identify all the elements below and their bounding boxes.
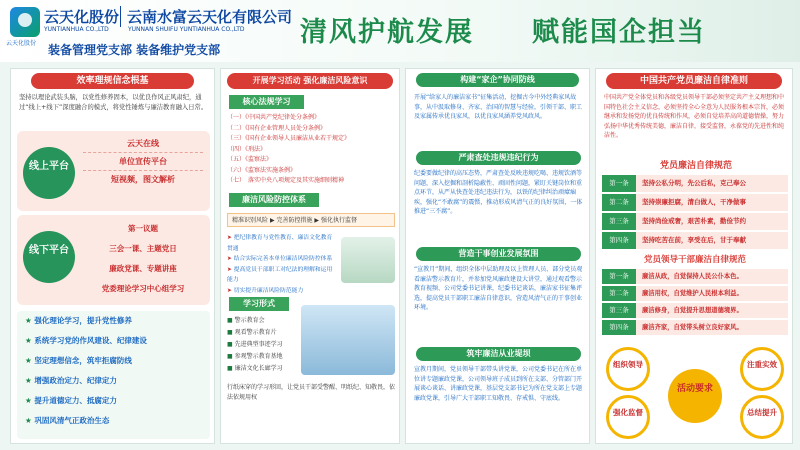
- branch-name: 装备管理党支部 装备维护党支部: [48, 43, 221, 57]
- norm-row: [602, 194, 788, 211]
- member-norms: [602, 175, 788, 249]
- subsidiary-name: 云南水富云天化有限公司: [120, 6, 292, 27]
- risk-point: ➤ 切实提升廉洁风险防范能力: [227, 287, 304, 294]
- bullet-item: ★ 增强政治定力、纪律定力: [25, 376, 117, 385]
- online-item: 单位宣传平台: [83, 153, 203, 171]
- law-item: （三）《国有企业领导人员廉洁从业若干规定》: [227, 135, 351, 142]
- petal-organize: 组织领导: [606, 347, 650, 391]
- leader-text: 廉洁从政，自觉保持人民公仆本色。: [636, 269, 788, 284]
- law-item: （一）《中国共产党纪律处分条例》: [227, 114, 321, 121]
- company-name-en: YUNTIANHUA CO.,LTD: [44, 26, 109, 33]
- offline-item: 廉政党课、专题讲座: [109, 264, 177, 273]
- laws-list: [227, 113, 395, 187]
- norm-tag: 第四条: [602, 232, 636, 249]
- flow-step: 精准识别风险: [232, 217, 269, 224]
- panel-learning: [220, 68, 400, 444]
- risk-system-title: 廉洁风险防控体系: [229, 193, 319, 207]
- leader-row: [602, 269, 788, 284]
- company-name: 云天化股份: [44, 8, 120, 26]
- panel-actions: [405, 68, 590, 444]
- form-item: ■ 先进典型事迹学习: [227, 341, 283, 348]
- page-title: 清风护航发展 赋能国企担当: [300, 17, 706, 48]
- panel-theory-title: 效率理规信念根基: [31, 73, 194, 89]
- bullet-item: ★ 巩固风清气正政治生态: [25, 416, 110, 425]
- leader-norms-title: 党员领导干部廉洁自律规范: [643, 255, 746, 265]
- law-item: （五）《监察法》: [227, 156, 273, 163]
- theory-intro: 坚持以理论武装头脑，以党性修养固本，以优良作风正风肃纪，通过“线上+线下”深度融合的模式，将党性锤炼与廉洁教育融入日常。: [19, 94, 208, 111]
- rules-intro: 中国共产党全体党员和各级党员领导干部必须坚定共产主义理想和中国特色社会主义信念，必须坚持全心全意为人民服务根本宗旨，必须继承和发扬党的优良传统和作风，必须自觉培养高尚道德情操，努力弘扬中华优秀传统美德，廉洁自律，接受监督，永葆党的先进性和纯洁性。: [604, 94, 785, 139]
- risk-flow: [227, 213, 395, 227]
- risk-point: ➤ 提高党员干部职工对纪法的理解和运用能力: [227, 266, 333, 283]
- panel-rules: [595, 68, 793, 444]
- form-item: ■ 警示教育会: [227, 317, 265, 324]
- family-defense-text: 开展“给家人的廉洁家书”征集活动，挖掘古今中外经典家风故事，从中汲取修身、齐家、治国的智慧与经验，引领干部、职工及家属传承优良家风，以优良家风涵养党风政风。: [414, 94, 583, 120]
- rules-title: 中国共产党员廉洁自律准则: [606, 73, 782, 89]
- offline-list: [79, 219, 207, 299]
- bullet-item: ★ 提升道德定力、抵腐定力: [25, 396, 117, 405]
- leader-tag: 第一条: [602, 269, 636, 284]
- leader-norms: [602, 269, 788, 335]
- arrow-right-icon: ▶: [269, 217, 277, 224]
- risk-point: ➤ 把纪律教育与党性教育、廉洁文化教育贯通: [227, 235, 333, 252]
- risk-point: ➤ 结合实际完善本单位廉洁风险防控体系: [227, 256, 333, 262]
- petal-summary: 总结提升: [740, 395, 784, 439]
- offline-platform-badge: 线下平台: [23, 231, 75, 283]
- bullet-item: ★ 坚定理想信念，筑牢拒腐防线: [25, 356, 132, 365]
- forms-list: [227, 315, 297, 375]
- dam-text: 宣教月期间，党员领导干部带头讲党课，公司党委书记在所在单位讲专题廉政党课，公司领导班子成员到所在支部、分管部门开展谈心谈话、讲廉政党课，基层党支部书记为所在党支部上专题廉政党课，引导广大干部职工知敬畏、存戒惧、守底线。: [414, 366, 583, 402]
- activity-center: 活动要求: [668, 369, 722, 423]
- norm-text: 坚持尚俭戒奢，艰苦朴素，勤俭节约: [636, 213, 788, 230]
- law-item: （四）《刑法》: [227, 145, 267, 153]
- punish-title: 严肃查处违规违纪行为: [416, 151, 581, 165]
- activity-requirements: [596, 343, 794, 443]
- flow-step: 强化执行监督: [320, 217, 357, 224]
- offline-item: 三会一课、主题党日: [109, 244, 177, 253]
- atmosphere-text: “宣教月”期间，组织全体中层助理及以上管理人员、部分党员观看廉洁警示教育片，并参加党风廉政建设大讲堂，通过观看警示教育视频、公司党委书记讲课，纪委书记谈话，廉洁家书征集评选，提高党员干部职工廉洁自律意识，营造风清气正的干事创业环境。: [414, 266, 583, 311]
- dam-title: 筑牢廉洁从业堤坝: [416, 347, 581, 361]
- bullet-item: ★ 强化理论学习，提升党性修养: [25, 316, 132, 325]
- norm-text: 坚持吃苦在前，享受在后，甘于奉献: [636, 232, 788, 249]
- bullet-item: ★ 系统学习党的作风建设、纪律建设: [25, 336, 147, 345]
- norm-tag: 第三条: [602, 213, 636, 230]
- leader-text: 廉洁用权，自觉维护人民根本利益。: [636, 286, 788, 301]
- law-item: （二）《国有企业管理人员处分条例》: [227, 124, 327, 132]
- norm-tag: 第一条: [602, 175, 636, 192]
- panel-learning-title: 开展学习活动 强化廉洁风险意识: [227, 73, 393, 89]
- online-item: 云天在线: [83, 135, 203, 153]
- petal-supervise: 强化监督: [606, 395, 650, 439]
- subsidiary-name-en: YUNNAN SHUIFU YUNTIANHUA CO.,LTD: [128, 26, 245, 33]
- leader-row: [602, 303, 788, 318]
- leader-tag: 第二条: [602, 286, 636, 301]
- atmosphere-title: 营造干事创业发展氛围: [416, 247, 581, 261]
- study-illustration: [301, 305, 395, 375]
- norm-text: 坚持崇廉拒腐，清白做人，干净做事: [636, 194, 788, 211]
- leader-row: [602, 320, 788, 335]
- risk-points: [227, 233, 337, 296]
- leader-tag: 第三条: [602, 303, 636, 318]
- online-item: 短视频，图文解析: [111, 175, 175, 184]
- law-item: （七） 落实中央八项规定及其实施细则精神: [227, 177, 345, 184]
- leader-row: [602, 286, 788, 301]
- family-defense-title: 构建“家企”协同防线: [416, 73, 579, 87]
- punish-text: 纪委要做纪律的高压态势，严肃查处反映违规吃喝、违规饮酒等问题，深入挖掘和剖析隐蔽性、顽固性问题，紧盯关键岗位和重点环节，从严从快查处违纪违法行为，以铁的纪律纠治顽瘴痼疾，强化“不敢腐”的震慑，推动形成风清气正的良好氛围，一体推进“三不腐”。: [414, 170, 583, 215]
- flow-step: 完善防控措施: [276, 217, 313, 224]
- online-platform-badge: 线上平台: [23, 147, 75, 199]
- leader-tag: 第四条: [602, 320, 636, 335]
- theory-bullets: [17, 311, 210, 439]
- panel-theory: [10, 68, 215, 444]
- form-item: ■ 参观警示教育基地: [227, 353, 283, 360]
- norm-tag: 第二条: [602, 194, 636, 211]
- petal-effect: 注重实效: [740, 347, 784, 391]
- risk-illustration: [341, 237, 395, 283]
- offline-item: 党委理论学习中心组学习: [101, 284, 185, 293]
- norm-row: [602, 213, 788, 230]
- norm-text: 坚持公私分明，先公后私，克己奉公: [636, 175, 788, 192]
- company-logo: [10, 7, 40, 37]
- form-item: ■ 廉洁文化长廊学习: [227, 365, 283, 372]
- norm-row: [602, 175, 788, 192]
- leader-text: 廉洁齐家，自觉带头树立良好家风。: [636, 320, 788, 335]
- logo-caption: 云天化股份: [6, 40, 37, 47]
- law-item: （六）《监察法实施条例》: [227, 166, 297, 174]
- leader-text: 廉洁修身，自觉提升思想道德境界。: [636, 303, 788, 318]
- study-footer: 行纸床穿的学习形回，让党员干部受警醒、明纸纪、知敬畏，依法依规用权: [227, 384, 396, 401]
- norm-row: [602, 232, 788, 249]
- offline-item: 第一议题: [128, 224, 158, 233]
- core-laws-title: 核心法规学习: [229, 95, 304, 109]
- online-list: [83, 135, 203, 189]
- member-norms-title: 党员廉洁自律规范: [659, 161, 732, 171]
- form-item: ■ 观看警示教育片: [227, 329, 277, 336]
- study-form-title: 学习形式: [229, 297, 289, 311]
- arrow-right-icon: ▶: [314, 217, 321, 224]
